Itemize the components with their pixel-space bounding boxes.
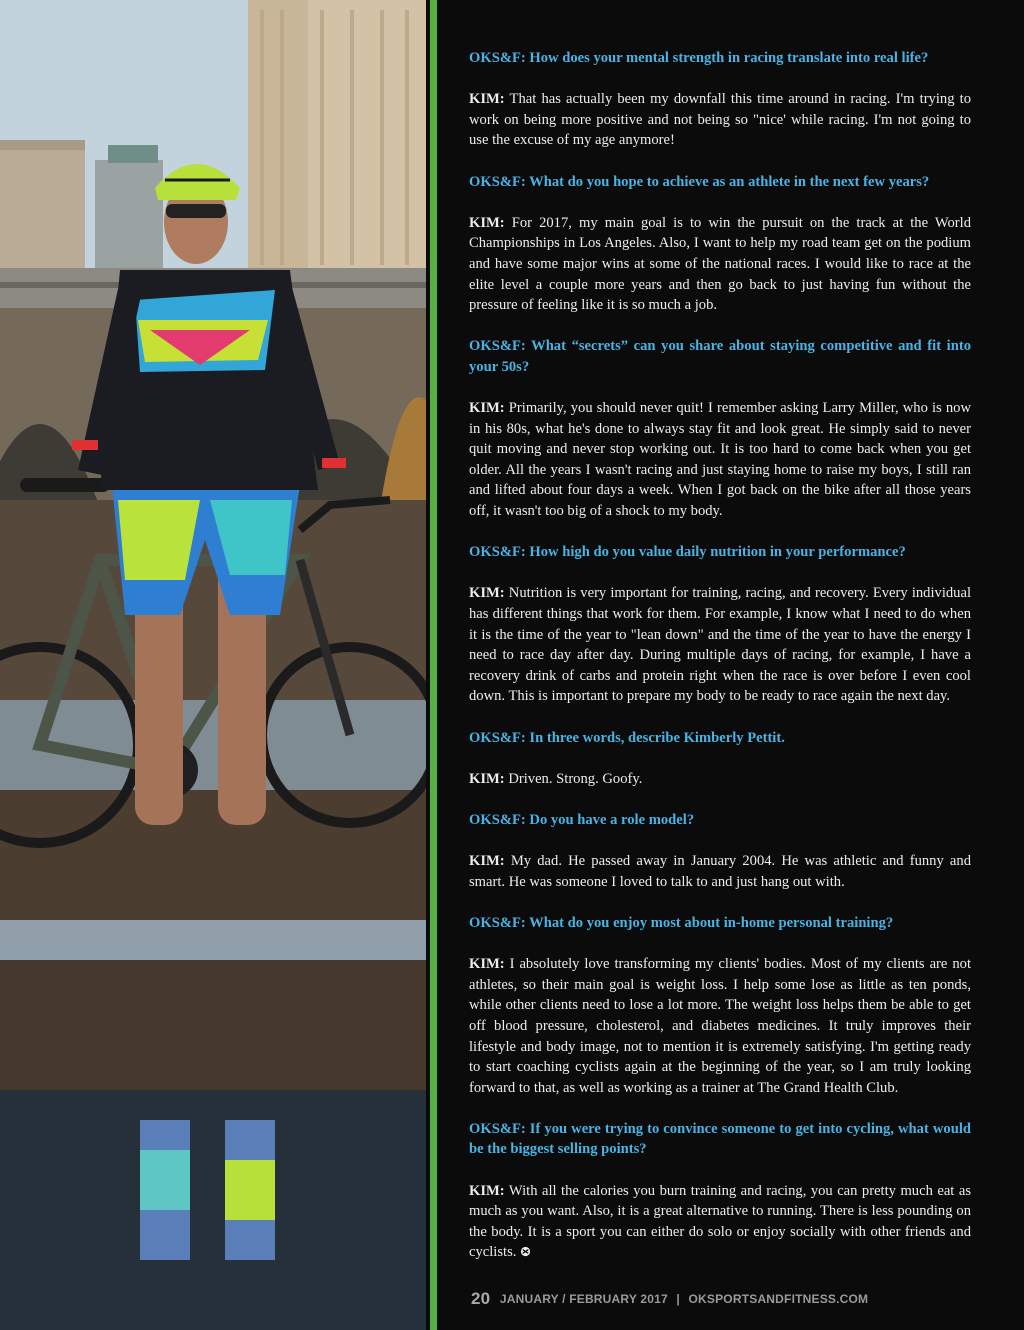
interview-question: OKS&F: In three words, describe Kimberly Pettit. (469, 729, 785, 746)
page-number: 20 (471, 1289, 491, 1308)
speaker-label: KIM: (469, 1182, 505, 1199)
interview-question: OKS&F: Do you have a role model? (469, 811, 695, 828)
cyclist-photo (0, 0, 426, 1330)
answer-text: I absolutely love transforming my clients' bodies. Most of my clients are not athletes, so their main goal is weight loss. I help some lose as little as ten ponds, while other clients need to lose a lot more. The weight loss helps them be able to get off blood pressure, cholesterol, and diabetes medicines. It truly improves their lifestyle and body image, not to mention it is extremely satisfying. I'm getting ready to start coaching cyclists again at the beginning of the year, so I am truly looking forward to that, as well as working as a trainer at The Grand Health Club. (469, 956, 971, 1096)
answer-text: My dad. He passed away in January 2004. He was athletic and funny and smart. He was someone I loved to talk to and just hang out with. (469, 853, 971, 890)
speaker-label: KIM: (469, 400, 505, 417)
interview-article (469, 48, 971, 1284)
interview-answer (469, 89, 971, 151)
speaker-label: KIM: (469, 214, 505, 231)
interview-question: OKS&F: How high do you value daily nutrition in your performance? (469, 544, 906, 561)
interview-answer (469, 769, 971, 790)
interview-answer (469, 851, 971, 892)
interview-question: OKS&F: What do you hope to achieve as an athlete in the next few years? (469, 173, 930, 190)
interview-question: OKS&F: If you were trying to convince someone to get into cycling, what would be the biggest selling points? (469, 1120, 971, 1158)
green-divider (430, 0, 437, 1330)
speaker-label: KIM: (469, 956, 505, 973)
answer-text: Driven. Strong. Goofy. (504, 770, 643, 787)
answer-text: For 2017, my main goal is to win the pursuit on the track at the World Championships in Los Angeles. Also, I want to help my road team get on the podium and have some major wins at some of the national races. I would like to race at the elite level a couple more years and then go back to just having fun without the pressure of feeling like it is so much a job. (469, 214, 971, 314)
speaker-label: KIM: (469, 770, 505, 787)
interview-answer (469, 954, 971, 1098)
photo-illustration (0, 0, 426, 1330)
interview-question: OKS&F: What do you enjoy most about in-home personal training? (469, 914, 894, 931)
speaker-label: KIM: (469, 853, 505, 870)
interview-answer (469, 583, 971, 707)
issue-date: JANUARY / FEBRUARY 2017 (499, 1292, 668, 1306)
interview-question: OKS&F: How does your mental strength in racing translate into real life? (469, 50, 929, 66)
page-footer (471, 1289, 868, 1309)
interview-answer (469, 398, 971, 522)
speaker-label: KIM: (469, 91, 505, 108)
interview-question: OKS&F: What “secrets” can you share about staying competitive and fit into your 50s? (469, 338, 971, 375)
end-of-article-icon (520, 1246, 531, 1257)
footer-separator: | (676, 1292, 680, 1306)
speaker-label: KIM: (469, 585, 505, 602)
answer-text: Nutrition is very important for training, racing, and recovery. Every individual has different things that work for them. For example, I know what I need to do when it is the time of the year to "lean down" and the time of the year to have the energy I need to race day after day. During multiple days of racing, for example, I have a recovery drink of carbs and protein right when the race is over before I even cool down. This is important to prepare my body to be ready to race again the next day. (469, 585, 971, 705)
answer-text: That has actually been my downfall this time around in racing. I'm trying to work on being more positive and not being so "nice' while racing. I'm not going to use the excuse of my age anymore! (469, 91, 971, 149)
website-link[interactable]: OKSPORTSANDFITNESS.COM (688, 1292, 869, 1306)
answer-text: Primarily, you should never quit! I remember asking Larry Miller, who is now in his 80s, what he's done to always stay fit and look great. He simply said to never quit moving and never stop working out. It is too hard to come back when you get older. All the years I wasn't racing and just staying home to raise my boys, I still ran and lifted about four days a week. When I got back on the bike after all those years off, it wasn't too big of a shock to my body. (469, 400, 971, 520)
interview-answer (469, 1181, 971, 1263)
answer-text: With all the calories you burn training and racing, you can pretty much eat as much as you want. Also, it is a great alternative to running. There is less pounding on the body. It is a sport you can either do solo or enjoy socially with other friends and cyclists. (469, 1182, 971, 1261)
interview-answer (469, 213, 971, 316)
